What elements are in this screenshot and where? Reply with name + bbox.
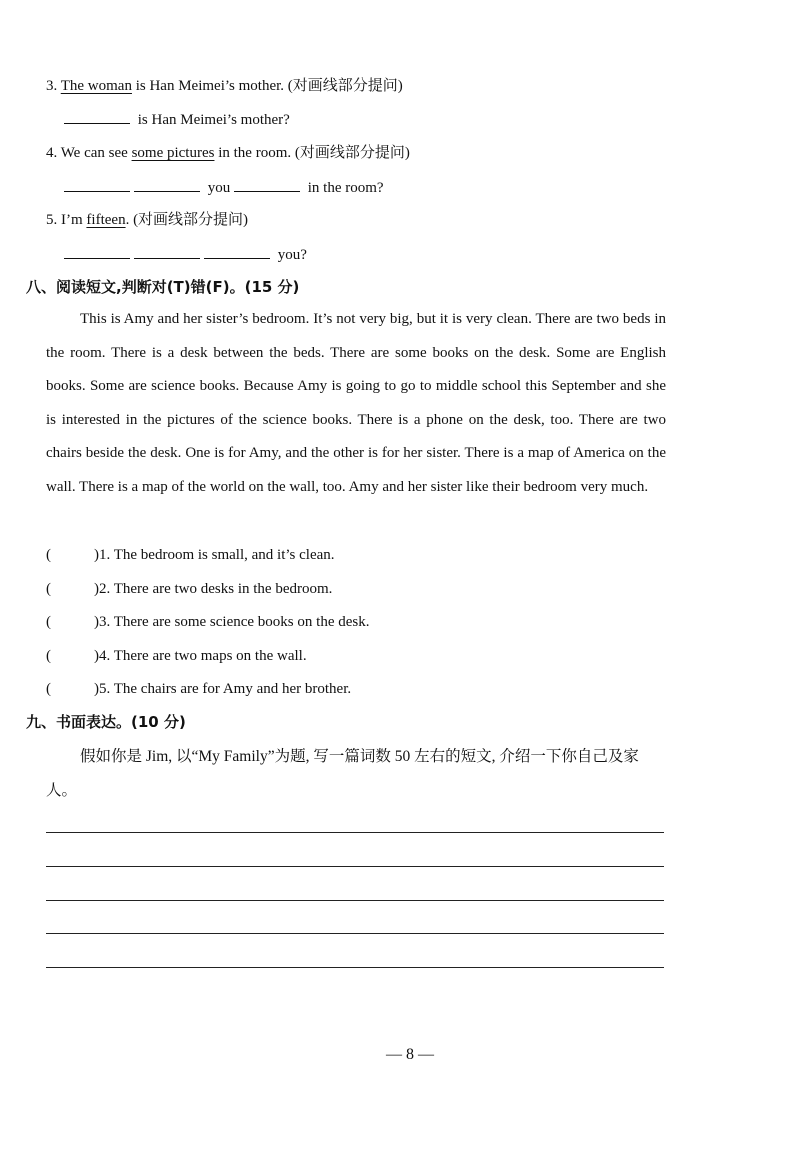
statement-text: 1. The bedroom is small, and it’s clean. xyxy=(99,547,335,563)
answer-line-3 xyxy=(64,109,290,130)
item-instruction: in the room. (对画线部分提问) xyxy=(214,145,410,161)
rewrite-item-4 xyxy=(46,143,410,163)
answer-blank[interactable] xyxy=(64,109,130,124)
answer-bracket[interactable]: ( xyxy=(46,681,51,697)
answer-bracket[interactable]: ( xyxy=(46,648,51,664)
writing-line[interactable] xyxy=(46,933,664,934)
answer-text: is Han Meimei’s mother? xyxy=(134,112,290,128)
underlined-phrase: The woman xyxy=(60,78,132,94)
answer-blank[interactable] xyxy=(134,244,200,259)
prompt-text: 假如你是 Jim, 以“My Family”为题, 写一篇词数 50 左右的短文, 介绍一下你自己及家人。 xyxy=(46,748,639,799)
answer-bracket[interactable]: ( xyxy=(46,581,51,597)
writing-prompt xyxy=(46,740,666,808)
statement-text: 4. There are two maps on the wall. xyxy=(99,648,307,664)
answer-bracket[interactable]: ( xyxy=(46,547,51,563)
answer-line-4 xyxy=(64,177,384,198)
answer-blank[interactable] xyxy=(64,244,130,259)
tf-statement-1: ( )1. The bedroom is small, and it’s clean. xyxy=(46,547,335,563)
answer-blank[interactable] xyxy=(234,177,300,192)
tf-statement-2: ( )2. There are two desks in the bedroom. xyxy=(46,581,333,597)
reading-passage xyxy=(46,303,666,504)
answer-blank[interactable] xyxy=(204,244,270,259)
item-number: 3. xyxy=(46,78,61,94)
answer-text: in the room? xyxy=(304,180,384,196)
tf-statement-5: ( )5. The chairs are for Amy and her brother. xyxy=(46,681,352,697)
answer-text: you? xyxy=(274,247,307,263)
statement-text: 2. There are two desks in the bedroom. xyxy=(99,581,333,597)
statement-text: 3. There are some science books on the desk. xyxy=(99,614,370,630)
section-8-title: 八、阅读短文,判断对(T)错(F)。(15 分) xyxy=(26,278,300,296)
underlined-phrase: fifteen xyxy=(86,212,126,228)
item-number: 4. We can see xyxy=(46,145,132,161)
tf-statement-3: ( )3. There are some science books on the desk. xyxy=(46,614,370,630)
answer-blank[interactable] xyxy=(64,177,130,192)
writing-line[interactable] xyxy=(46,967,664,968)
page-number: — 8 — xyxy=(386,1046,434,1063)
writing-line[interactable] xyxy=(46,832,664,833)
passage-text: This is Amy and her sister’s bedroom. It’s not very big, but it is very clean. There are two beds in the room. There is a desk between the beds. There are some books on the desk. Some are English books. Some are science books. Because Amy is going to go to middle school this September and she is interested in the pictures of the science books. There is a phone on the desk, too. There are two chairs beside the desk. One is for Amy, and the other is for her sister. There is a map of America on the wall. There is a map of the world on the wall, too. Amy and her sister like their bedroom very much. xyxy=(46,311,666,495)
rewrite-item-3 xyxy=(46,76,403,96)
answer-line-5 xyxy=(64,244,307,265)
statement-text: 5. The chairs are for Amy and her brother. xyxy=(99,681,352,697)
item-number: 5. I’m xyxy=(46,212,87,228)
writing-line[interactable] xyxy=(46,900,664,901)
underlined-phrase: some pictures xyxy=(131,145,215,161)
writing-line[interactable] xyxy=(46,866,664,867)
answer-blank[interactable] xyxy=(134,177,200,192)
section-9-title: 九、书面表达。(10 分) xyxy=(26,713,186,731)
answer-text: you xyxy=(204,180,234,196)
item-instruction: is Han Meimei’s mother. (对画线部分提问) xyxy=(131,78,403,94)
answer-bracket[interactable]: ( xyxy=(46,614,51,630)
item-instruction: . (对画线部分提问) xyxy=(125,212,249,228)
tf-statement-4: ( )4. There are two maps on the wall. xyxy=(46,648,307,664)
rewrite-item-5 xyxy=(46,210,248,230)
